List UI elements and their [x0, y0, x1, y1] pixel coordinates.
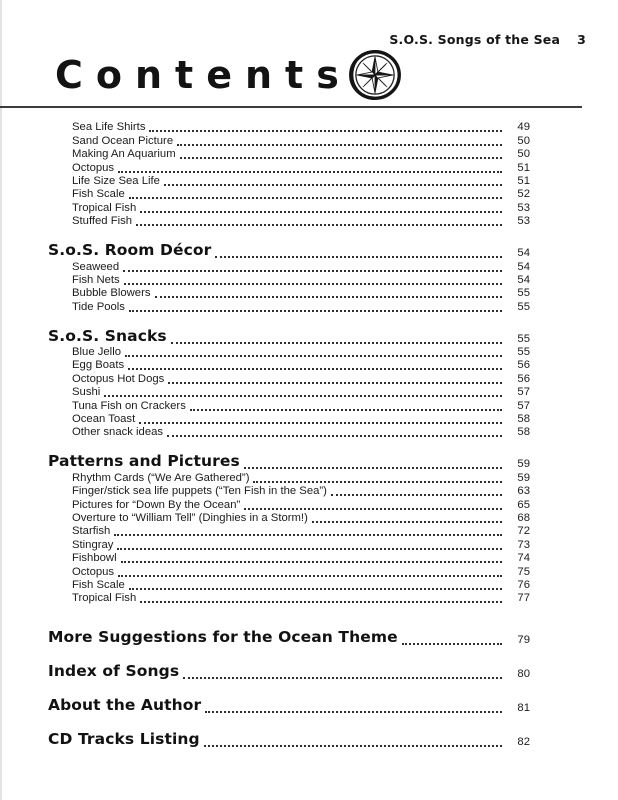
book-title: S.O.S. Songs of the Sea: [389, 32, 561, 47]
toc-entry: [48, 498, 530, 511]
dotted-leader: [117, 548, 502, 550]
toc-entry-label: Blue Jello: [72, 346, 121, 359]
toc-page-number: 53: [517, 201, 530, 214]
dotted-leader: [124, 283, 502, 285]
dotted-leader: [129, 588, 502, 590]
toc-entry: [48, 201, 530, 214]
toc-entry: [48, 134, 530, 147]
toc-page-number: 68: [517, 511, 530, 524]
header-rule: [0, 106, 582, 108]
toc-page-number: 63: [517, 485, 530, 498]
dotted-leader: [155, 296, 503, 298]
toc-page-number: 75: [517, 565, 530, 578]
dotted-leader: [253, 481, 502, 483]
dotted-leader: [129, 197, 502, 199]
toc-entry-label: Tropical Fish: [72, 592, 137, 605]
toc-entry: [48, 552, 530, 565]
toc-entry: [48, 426, 530, 439]
toc-list: [48, 121, 530, 749]
toc-section-heading-label: S.o.S. Snacks: [48, 326, 167, 345]
toc-entry-label: Fish Scale: [72, 188, 125, 201]
dotted-leader: [118, 171, 502, 173]
dotted-leader: [205, 711, 502, 713]
toc-entry: [48, 215, 530, 228]
toc-entry-label: Rhythm Cards (“We Are Gathered”): [72, 471, 250, 484]
toc-page-number: 76: [517, 578, 530, 591]
toc-page-number: 54: [517, 247, 530, 260]
toc-page-number: 55: [517, 332, 530, 345]
toc-entry: [48, 260, 530, 273]
toc-page-number: 55: [517, 346, 530, 359]
toc-page-number: 51: [517, 174, 530, 187]
dotted-leader: [139, 422, 502, 424]
toc-entry: [48, 579, 530, 592]
toc-entry-label: Finger/stick sea life puppets (“Ten Fish in the Sea”): [72, 485, 327, 498]
toc-page-number: 59: [517, 471, 530, 484]
toc-section-heading: [48, 326, 530, 346]
toc-entry-label: Making An Aquarium: [72, 148, 176, 161]
toc-entry: [48, 413, 530, 426]
dotted-leader: [331, 494, 502, 496]
toc-entry-label: Fish Scale: [72, 578, 125, 591]
toc-entry-label: Tropical Fish: [72, 201, 137, 214]
toc-entry: [48, 274, 530, 287]
toc-entry: [48, 188, 530, 201]
toc-entry-label: Fishbowl: [72, 552, 117, 565]
toc-page-number: 65: [517, 498, 530, 511]
toc-entry-label: Stingray: [72, 538, 114, 551]
toc-section-heading-label: Patterns and Pictures: [48, 452, 240, 471]
toc-section-heading: [48, 695, 530, 715]
toc-section-heading: [48, 240, 530, 260]
dotted-leader: [190, 409, 502, 411]
toc-entry: [48, 512, 530, 525]
toc-page-number: 54: [517, 273, 530, 286]
dotted-leader: [244, 467, 502, 469]
toc-page-number: 74: [517, 552, 530, 565]
toc-page-number: 72: [517, 525, 530, 538]
toc-page-number: 73: [517, 538, 530, 551]
toc-entry-label: Other snack ideas: [72, 426, 164, 439]
dotted-leader: [312, 521, 502, 523]
page-title: Contents: [55, 53, 352, 97]
toc-section-heading-label: S.o.S. Room Décor: [48, 241, 212, 260]
toc-entry: [48, 485, 530, 498]
toc-page-number: 53: [517, 215, 530, 228]
toc-page-number: 81: [517, 702, 530, 715]
dotted-leader: [180, 157, 502, 159]
toc-section-heading: [48, 729, 530, 749]
toc-entry: [48, 148, 530, 161]
dotted-leader: [125, 355, 502, 357]
toc-entry-label: Stuffed Fish: [72, 215, 133, 228]
dotted-leader: [149, 130, 502, 132]
toc-section-heading: [48, 627, 530, 647]
toc-section-heading-label: More Suggestions for the Ocean Theme: [48, 628, 398, 647]
toc-page-number: 56: [517, 372, 530, 385]
dotted-leader: [129, 310, 502, 312]
toc-entry: [48, 471, 530, 484]
toc-page-number: 55: [517, 300, 530, 313]
toc-page-number: 58: [517, 426, 530, 439]
dotted-leader: [244, 508, 502, 510]
dotted-leader: [114, 534, 502, 536]
dotted-leader: [128, 368, 502, 370]
toc-entry-label: Egg Boats: [72, 359, 125, 372]
toc-page-number: 52: [517, 188, 530, 201]
toc-page-number: 56: [517, 359, 530, 372]
dotted-leader: [167, 435, 502, 437]
toc-page-number: 77: [517, 592, 530, 605]
toc-section-heading: [48, 661, 530, 681]
page-number: 3: [577, 32, 586, 47]
toc-page-number: 57: [517, 399, 530, 412]
toc-entry-label: Seaweed: [72, 260, 120, 273]
toc-page-number: 54: [517, 260, 530, 273]
toc-entry: [48, 346, 530, 359]
toc-entry: [48, 359, 530, 372]
dotted-leader: [177, 144, 502, 146]
dotted-leader: [121, 561, 502, 563]
toc-entry: [48, 525, 530, 538]
toc-section-heading-label: Index of Songs: [48, 662, 180, 681]
toc-page-number: 51: [517, 161, 530, 174]
toc-entry: [48, 300, 530, 313]
toc-entry-label: Sushi: [72, 386, 101, 399]
dotted-leader: [118, 575, 502, 577]
toc-entry: [48, 538, 530, 551]
dotted-leader: [183, 677, 502, 679]
dotted-leader: [140, 211, 502, 213]
dotted-leader: [204, 745, 502, 747]
toc-page-number: 57: [517, 386, 530, 399]
dotted-leader: [104, 395, 502, 397]
toc-entry-label: Octopus Hot Dogs: [72, 372, 165, 385]
toc-entry: [48, 287, 530, 300]
toc-entry: [48, 372, 530, 385]
toc-entry-label: Tuna Fish on Crackers: [72, 399, 186, 412]
toc-entry-label: Octopus: [72, 565, 115, 578]
dotted-leader: [123, 270, 502, 272]
compass-rose-icon: [347, 47, 403, 103]
toc-entry-label: Sand Ocean Picture: [72, 134, 174, 147]
toc-entry: [48, 565, 530, 578]
toc-section-heading-label: About the Author: [48, 696, 202, 715]
toc-entry: [48, 121, 530, 134]
dotted-leader: [164, 184, 502, 186]
toc-entry-label: Starfish: [72, 525, 111, 538]
toc-entry-label: Overture to “William Tell” (Dinghies in a Storm!): [72, 511, 308, 524]
toc-entry-label: Sea Life Shirts: [72, 121, 146, 134]
toc-page-number: 58: [517, 413, 530, 426]
toc-entry-label: Life Size Sea Life: [72, 174, 160, 187]
toc-page-number: 50: [517, 148, 530, 161]
dotted-leader: [140, 601, 502, 603]
running-header: [389, 32, 586, 47]
toc-entry: [48, 386, 530, 399]
toc-section-heading-label: CD Tracks Listing: [48, 730, 200, 749]
toc-page-number: 50: [517, 134, 530, 147]
toc-entry: [48, 399, 530, 412]
toc-entry-label: Fish Nets: [72, 273, 120, 286]
toc-entry-label: Ocean Toast: [72, 413, 136, 426]
dotted-leader: [168, 382, 502, 384]
toc-section-heading: [48, 451, 530, 471]
toc-entry-label: Octopus: [72, 161, 115, 174]
toc-page-number: 79: [517, 634, 530, 647]
dotted-leader: [171, 342, 502, 344]
toc-entry: [48, 161, 530, 174]
toc-entry: [48, 175, 530, 188]
toc-page-number: 49: [517, 121, 530, 134]
toc-entry-label: Bubble Blowers: [72, 287, 151, 300]
dotted-leader: [402, 643, 502, 645]
toc-entry-label: Tide Pools: [72, 300, 125, 313]
toc-entry: [48, 592, 530, 605]
toc-entry-label: Pictures for “Down By the Ocean”: [72, 498, 241, 511]
toc-page-number: 59: [517, 458, 530, 471]
toc-page-number: 80: [517, 668, 530, 681]
toc-page-number: 82: [517, 736, 530, 749]
dotted-leader: [136, 224, 502, 226]
scan-edge-artifact: [0, 0, 2, 800]
dotted-leader: [215, 256, 502, 258]
toc-page-number: 55: [517, 287, 530, 300]
